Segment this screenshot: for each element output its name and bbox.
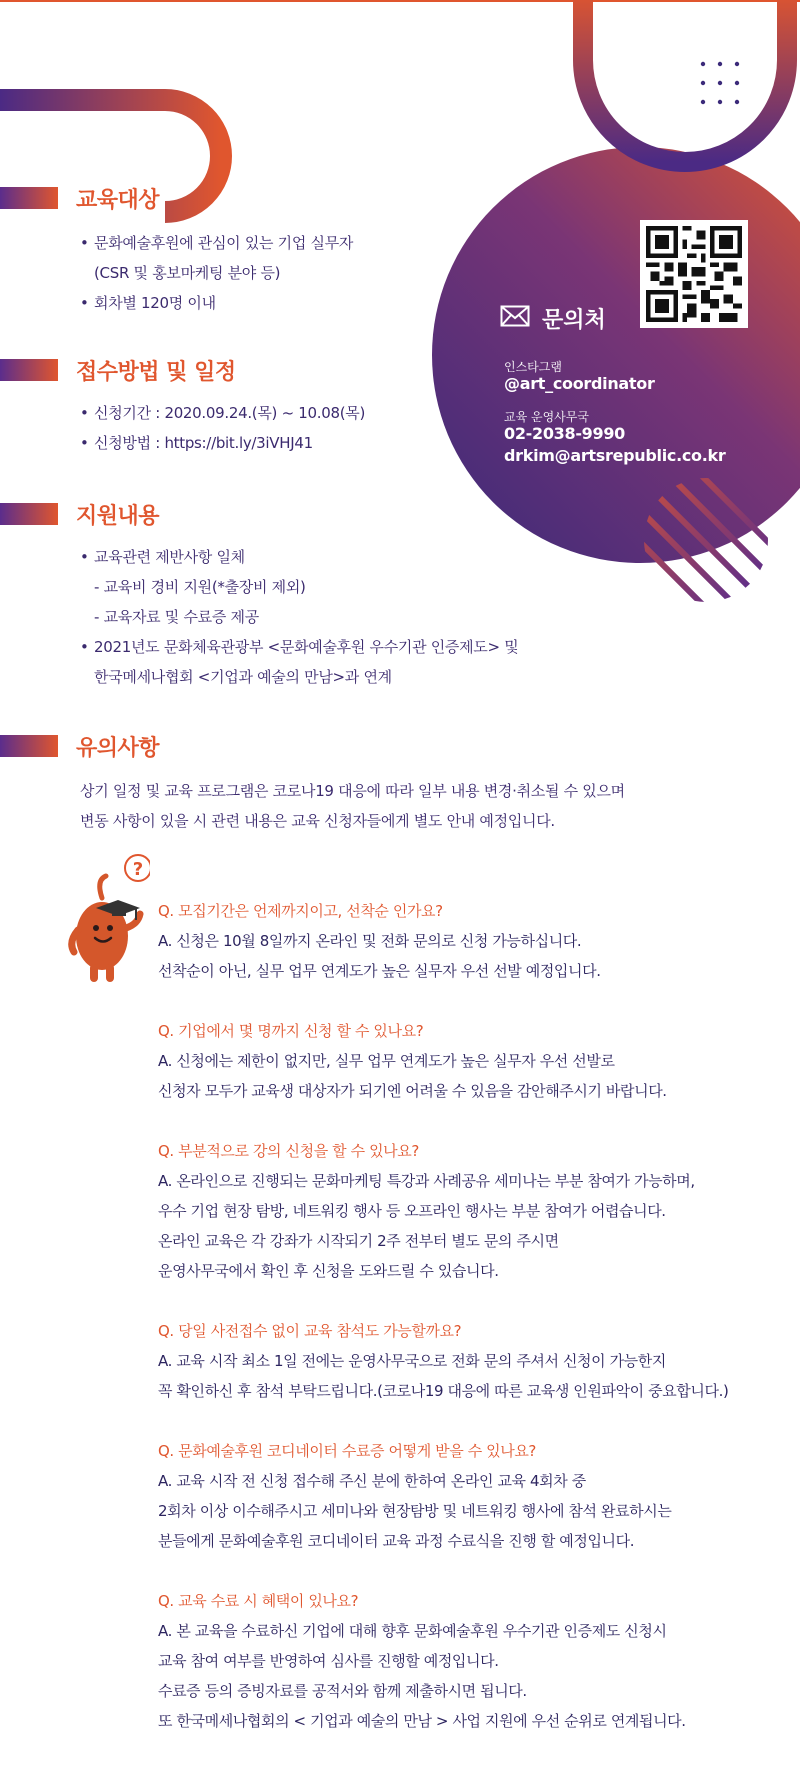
faq-item [158, 1016, 778, 1106]
faq-answer-line: 온라인 교육은 각 강좌가 시작되기 2주 전부터 별도 문의 주시면 [158, 1232, 559, 1250]
svg-text:?: ? [132, 859, 144, 880]
list-item: • 문화예술후원에 관심이 있는 기업 실무자 [80, 228, 353, 258]
faq-question: Q. 교육 수료 시 혜택이 있나요? [158, 1592, 359, 1610]
faq-question: Q. 기업에서 몇 명까지 신청 할 수 있나요? [158, 1022, 424, 1040]
faq-answer-line: A. 본 교육을 수료하신 기업에 대해 향후 문화예술후원 우수기관 인증제도 신청시 [158, 1622, 667, 1640]
heading-bar [0, 735, 58, 757]
faq-answer-line: 꼭 확인하신 후 참석 부탁드립니다.(코로나19 대응에 따른 교육생 인원파악이 중요합니다.) [158, 1382, 729, 1400]
faq-answer-line: 분들에게 문화예술후원 코디네이터 교육 과정 수료식을 진행 할 예정입니다. [158, 1532, 635, 1550]
apply-list [80, 398, 365, 458]
contact-title: 문의처 [542, 307, 606, 333]
instagram-label: 인스타그램 [504, 360, 562, 374]
section-heading-target [0, 178, 159, 218]
mascot-character [66, 848, 150, 988]
list-item: • 회차별 120명 이내 [80, 288, 353, 318]
office-label: 교육 운영사무국 [504, 410, 589, 424]
faq-answer-line: 2회차 이상 이수해주시고 세미나와 현장탐방 및 네트워킹 행사에 참석 완료하시는 [158, 1502, 672, 1520]
faq-item [158, 1136, 778, 1286]
mail-icon [500, 305, 530, 331]
faq-answer-line: 교육 참여 여부를 반영하여 심사를 진행할 예정입니다. [158, 1652, 499, 1670]
list-item: - 교육자료 및 수료증 제공 [94, 608, 259, 626]
section-heading-support [0, 494, 159, 534]
contact-heading [500, 300, 720, 336]
contact-phone[interactable]: 02-2038-9990 [504, 424, 626, 443]
list-item: (CSR 및 홍보마케팅 분야 등) [94, 264, 281, 282]
heading-bar [0, 359, 58, 381]
faq-answer-line: 또 한국메세나협회의 < 기업과 예술의 만남 > 사업 지원에 우선 순위로 연계됩니다. [158, 1712, 686, 1730]
faq-item [158, 1316, 778, 1406]
section-heading-notice [0, 726, 159, 766]
list-item: • 2021년도 문화체육관광부 <문화예술후원 우수기관 인증제도> 및 [80, 632, 518, 662]
heading-title: 지원내용 [76, 503, 160, 529]
faq-answer-line: 운영사무국에서 확인 후 신청을 도와드릴 수 있습니다. [158, 1262, 499, 1280]
support-list [80, 542, 518, 692]
list-item: • 교육관련 제반사항 일체 [80, 542, 518, 572]
faq-answer-line: 수료증 등의 증빙자료를 공적서와 함께 제출하시면 됩니다. [158, 1682, 527, 1700]
section-heading-apply [0, 350, 236, 390]
faq-question: Q. 문화예술후원 코디네이터 수료증 어떻게 받을 수 있나요? [158, 1442, 536, 1460]
heading-bar [0, 503, 58, 525]
faq-answer-line: A. 신청에는 제한이 없지만, 실무 업무 연계도가 높은 실무자 우선 선발로 [158, 1052, 615, 1070]
contact-email[interactable]: drkim@artsrepublic.co.kr [504, 446, 726, 465]
faq-answer-line: 신청자 모두가 교육생 대상자가 되기엔 어려울 수 있음을 감안해주시기 바랍니다. [158, 1082, 667, 1100]
heading-title: 유의사항 [76, 735, 160, 761]
faq-answer-line: A. 교육 시작 최소 1일 전에는 운영사무국으로 전화 문의 주셔서 신청이 가능한지 [158, 1352, 666, 1370]
faq-item [158, 1436, 778, 1556]
faq-answer-line: A. 온라인으로 진행되는 문화마케팅 특강과 사례공유 세미나는 부분 참여가 가능하며, [158, 1172, 695, 1190]
faq-question: Q. 당일 사전접수 없이 교육 참석도 가능할까요? [158, 1322, 462, 1340]
list-item: - 교육비 경비 지원(*출장비 제외) [94, 578, 306, 596]
list-item: 한국메세나협회 <기업과 예술의 만남>과 연계 [94, 668, 392, 686]
faq-item [158, 1586, 778, 1736]
notice-line: 상기 일정 및 교육 프로그램은 코로나19 대응에 따라 일부 내용 변경·취소될 수 있으며 [80, 782, 625, 800]
heading-title: 접수방법 및 일정 [76, 359, 236, 385]
notice-text [80, 776, 625, 836]
instagram-handle[interactable]: @art_coordinator [504, 374, 655, 393]
list-item: • 신청기간 : 2020.09.24.(목) ~ 10.08(목) [80, 398, 365, 428]
notice-line: 변동 사항이 있을 시 관련 내용은 교육 신청자들에게 별도 안내 예정입니다. [80, 812, 555, 830]
faq-answer-line: 우수 기업 현장 탐방, 네트워킹 행사 등 오프라인 행사는 부분 참여가 어렵습니다. [158, 1202, 666, 1220]
heading-title: 교육대상 [76, 187, 160, 213]
faq-answer-line: A. 신청은 10월 8일까지 온라인 및 전화 문의로 신청 가능하십니다. [158, 932, 582, 950]
faq-answer-line: 선착순이 아닌, 실무 업무 연계도가 높은 실무자 우선 선발 예정입니다. [158, 962, 601, 980]
faq-question: Q. 모집기간은 언제까지이고, 선착순 인가요? [158, 902, 443, 920]
faq-list [158, 896, 778, 1766]
faq-question: Q. 부분적으로 강의 신청을 할 수 있나요? [158, 1142, 419, 1160]
target-list [80, 228, 353, 318]
question-icon [125, 855, 150, 881]
faq-item [158, 896, 778, 986]
heading-bar [0, 187, 58, 209]
faq-answer-line: A. 교육 시작 전 신청 접수해 주신 분에 한하여 온라인 교육 4회차 중 [158, 1472, 586, 1490]
list-item[interactable]: • 신청방법 : https://bit.ly/3iVHJ41 [80, 428, 365, 458]
